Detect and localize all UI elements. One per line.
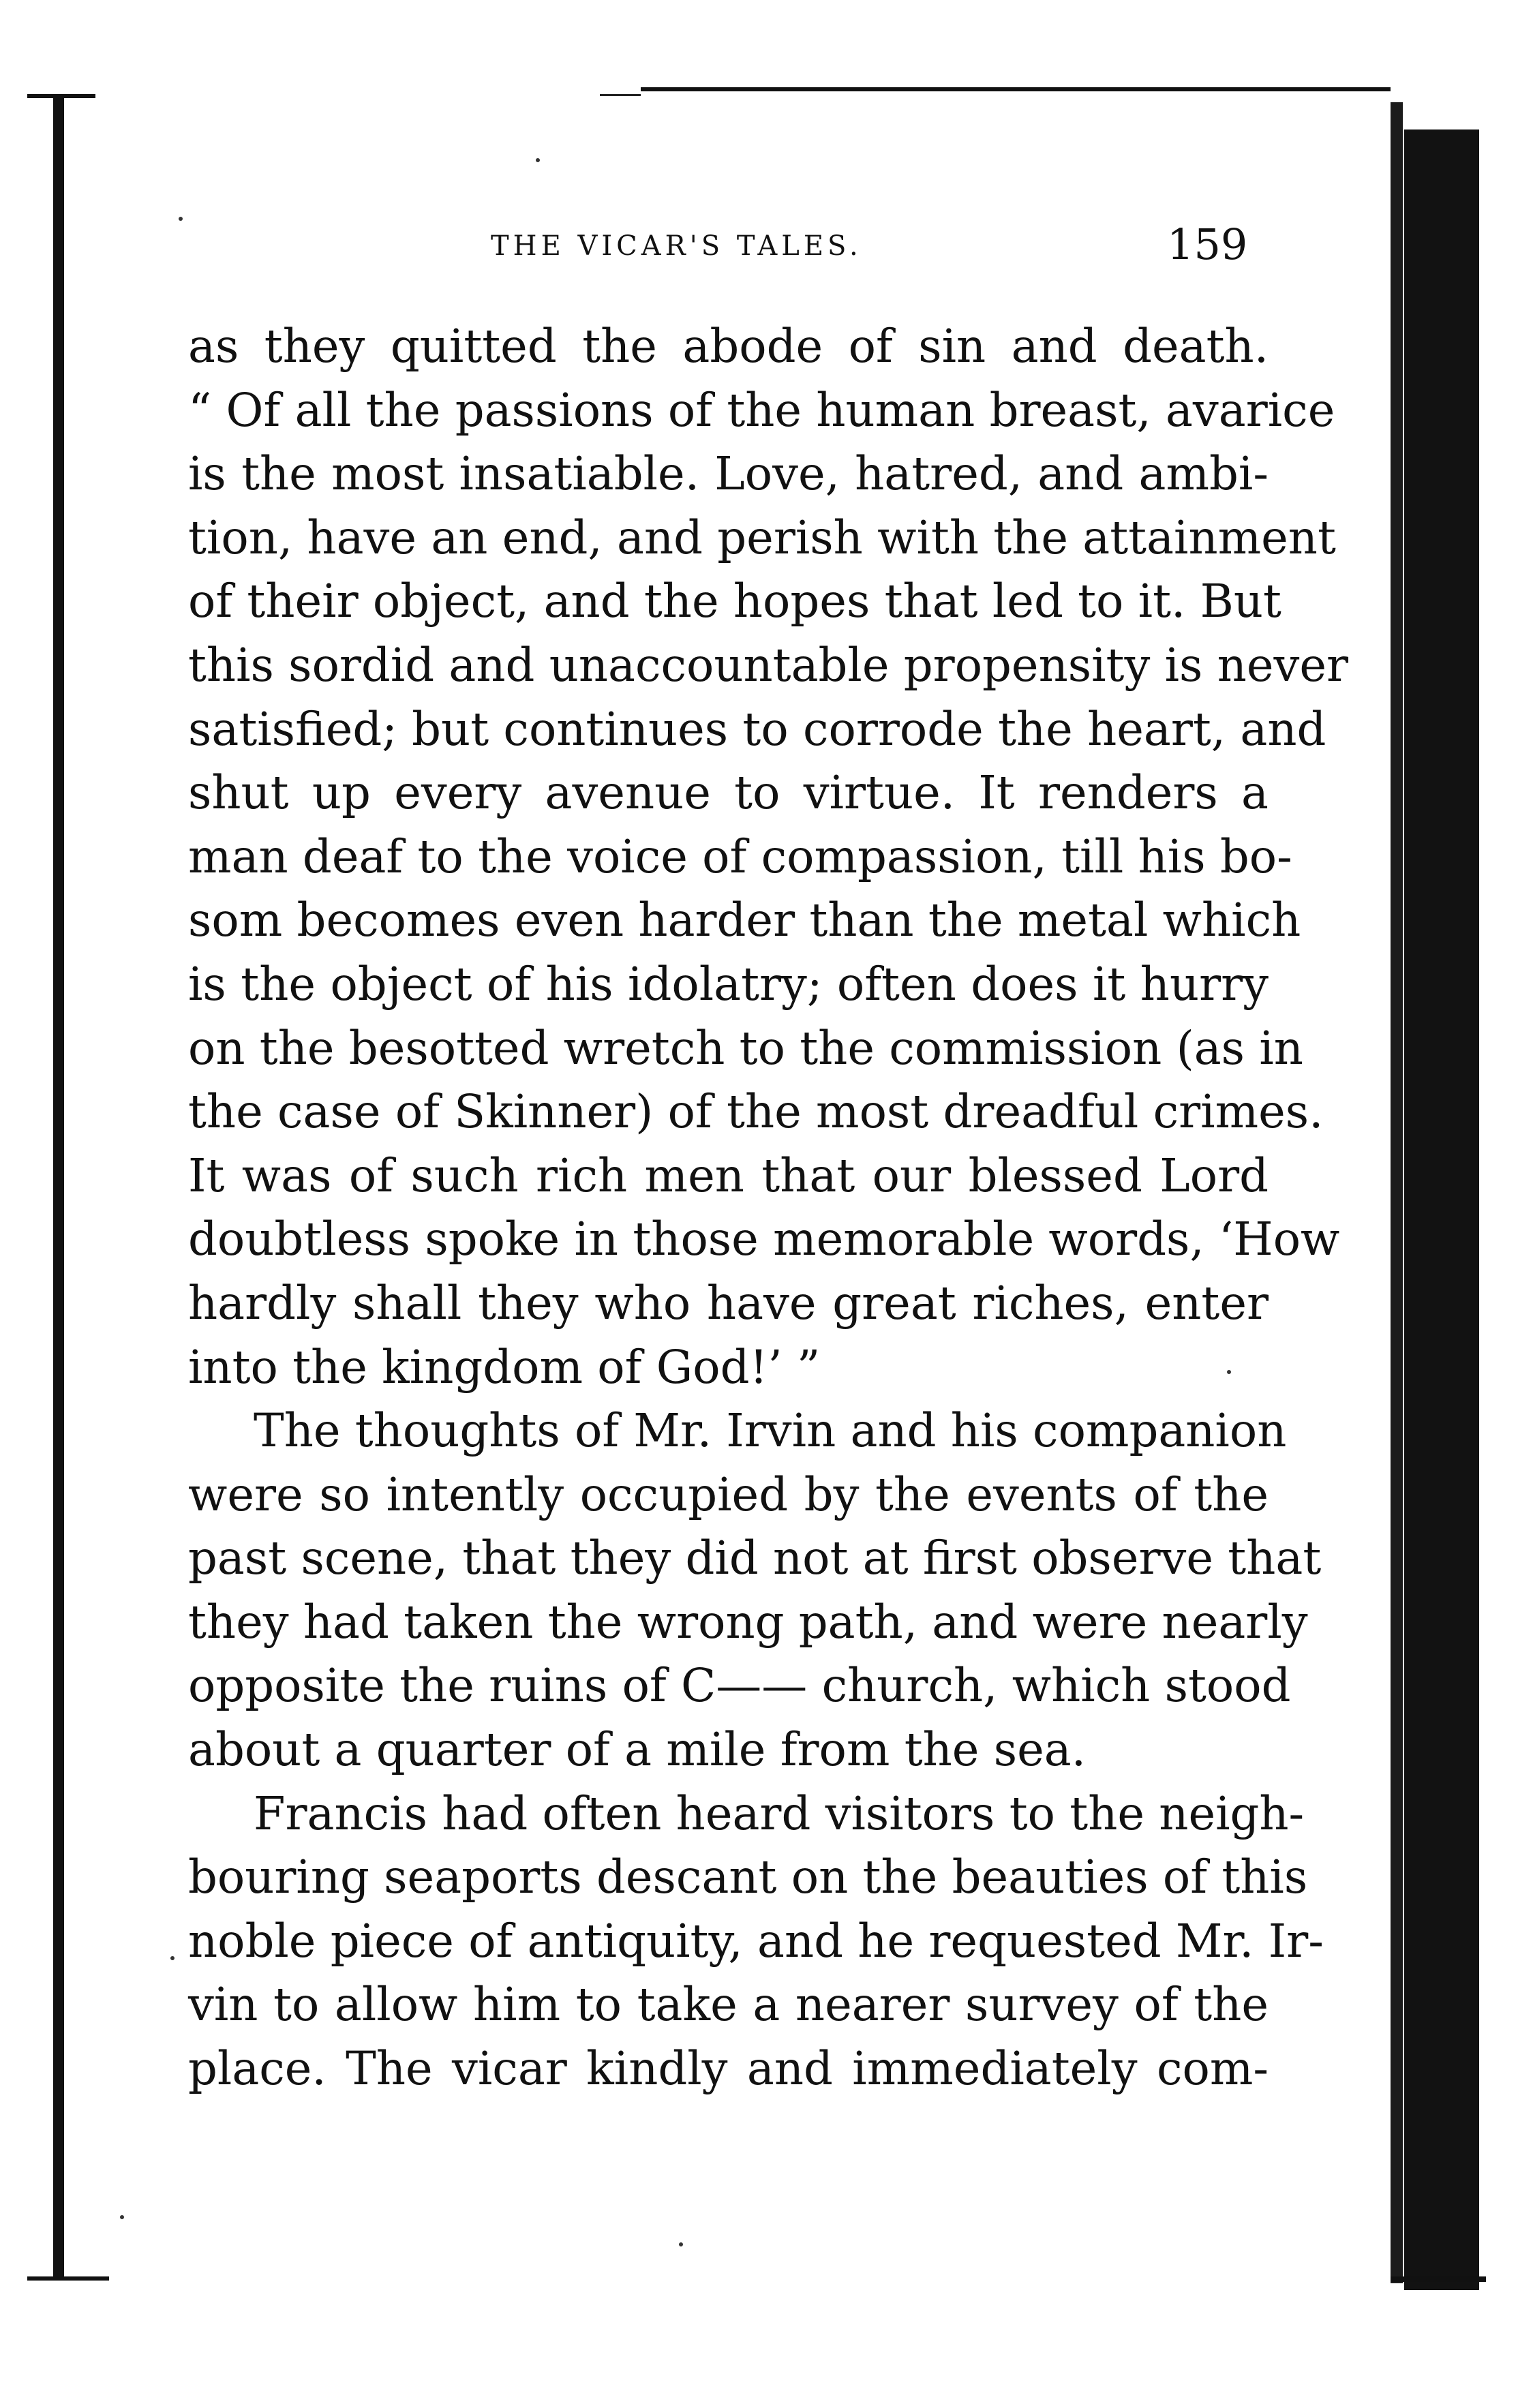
ink-speck — [120, 2215, 124, 2219]
text-line: into the kingdom of God!’ ” — [188, 1340, 821, 1394]
page-top-rule — [641, 87, 1391, 91]
text-line: satisfied; but continues to corrode the heart, and — [188, 702, 1326, 756]
text-line: shut up every avenue to virtue. It renders a — [188, 766, 1269, 820]
text-line: past scene, that they did not at first observe that — [188, 1531, 1322, 1585]
text-line: is the most insatiable. Love, hatred, and ambi- — [188, 447, 1269, 501]
page-edge-dark-border — [1404, 129, 1479, 2290]
ink-speck — [536, 158, 540, 162]
text-line: were so intently occupied by the events of the — [188, 1467, 1269, 1521]
text-line: they had taken the wrong path, and were nearly — [188, 1595, 1308, 1649]
text-line: this sordid and unaccountable propensity is never — [188, 638, 1349, 692]
running-title: THE VICAR'S TALES. — [491, 230, 862, 262]
left-margin-rule-bottom — [27, 2276, 109, 2281]
text-line: of their object, and the hopes that led to it. But — [188, 575, 1281, 628]
text-line: It was of such rich men that our blessed Lord — [188, 1148, 1269, 1202]
ink-speck — [179, 217, 183, 221]
ink-speck — [170, 1956, 174, 1960]
page-edge-inner — [1391, 102, 1403, 2283]
text-line: opposite the ruins of C—— church, which stood — [188, 1659, 1291, 1713]
ink-speck — [679, 2242, 683, 2246]
text-line: the case of Skinner) of the most dreadful crimes. — [188, 1085, 1324, 1139]
page-edge-bottom — [1391, 2276, 1486, 2282]
body-text — [188, 315, 1349, 2101]
text-line: “ Of all the passions of the human breast, avarice — [188, 383, 1335, 437]
text-line: man deaf to the voice of compassion, till his bo- — [188, 829, 1292, 883]
text-line: on the besotted wretch to the commission (as in — [188, 1021, 1303, 1075]
paragraph-first-line: Francis had often heard visitors to the neigh- — [254, 1786, 1305, 1840]
text-line: vin to allow him to take a nearer survey of the — [188, 1978, 1269, 2032]
text-line: hardly shall they who have great riches, enter — [188, 1276, 1269, 1330]
page-top-rule-tail — [600, 94, 641, 96]
text-line: som becomes even harder than the metal which — [188, 894, 1301, 947]
paragraph-first-line: The thoughts of Mr. Irvin and his companion — [254, 1404, 1287, 1458]
text-line: is the object of his idolatry; often does it hurry — [188, 957, 1269, 1011]
text-line: bouring seaports descant on the beauties of this — [188, 1850, 1308, 1904]
text-line: tion, have an end, and perish with the attainment — [188, 510, 1336, 564]
text-line: noble piece of antiquity, and he requested Mr. Ir- — [188, 1914, 1324, 1968]
text-line: as they quitted the abode of sin and death. — [188, 320, 1269, 373]
text-line: doubtless spoke in those memorable words, ‘How — [188, 1213, 1340, 1266]
left-margin-rule — [53, 97, 64, 2278]
page-number: 159 — [1167, 219, 1248, 269]
text-line: place. The vicar kindly and immediately com- — [188, 2042, 1269, 2096]
text-line: about a quarter of a mile from the sea. — [188, 1723, 1087, 1777]
ink-speck — [1227, 1370, 1231, 1374]
